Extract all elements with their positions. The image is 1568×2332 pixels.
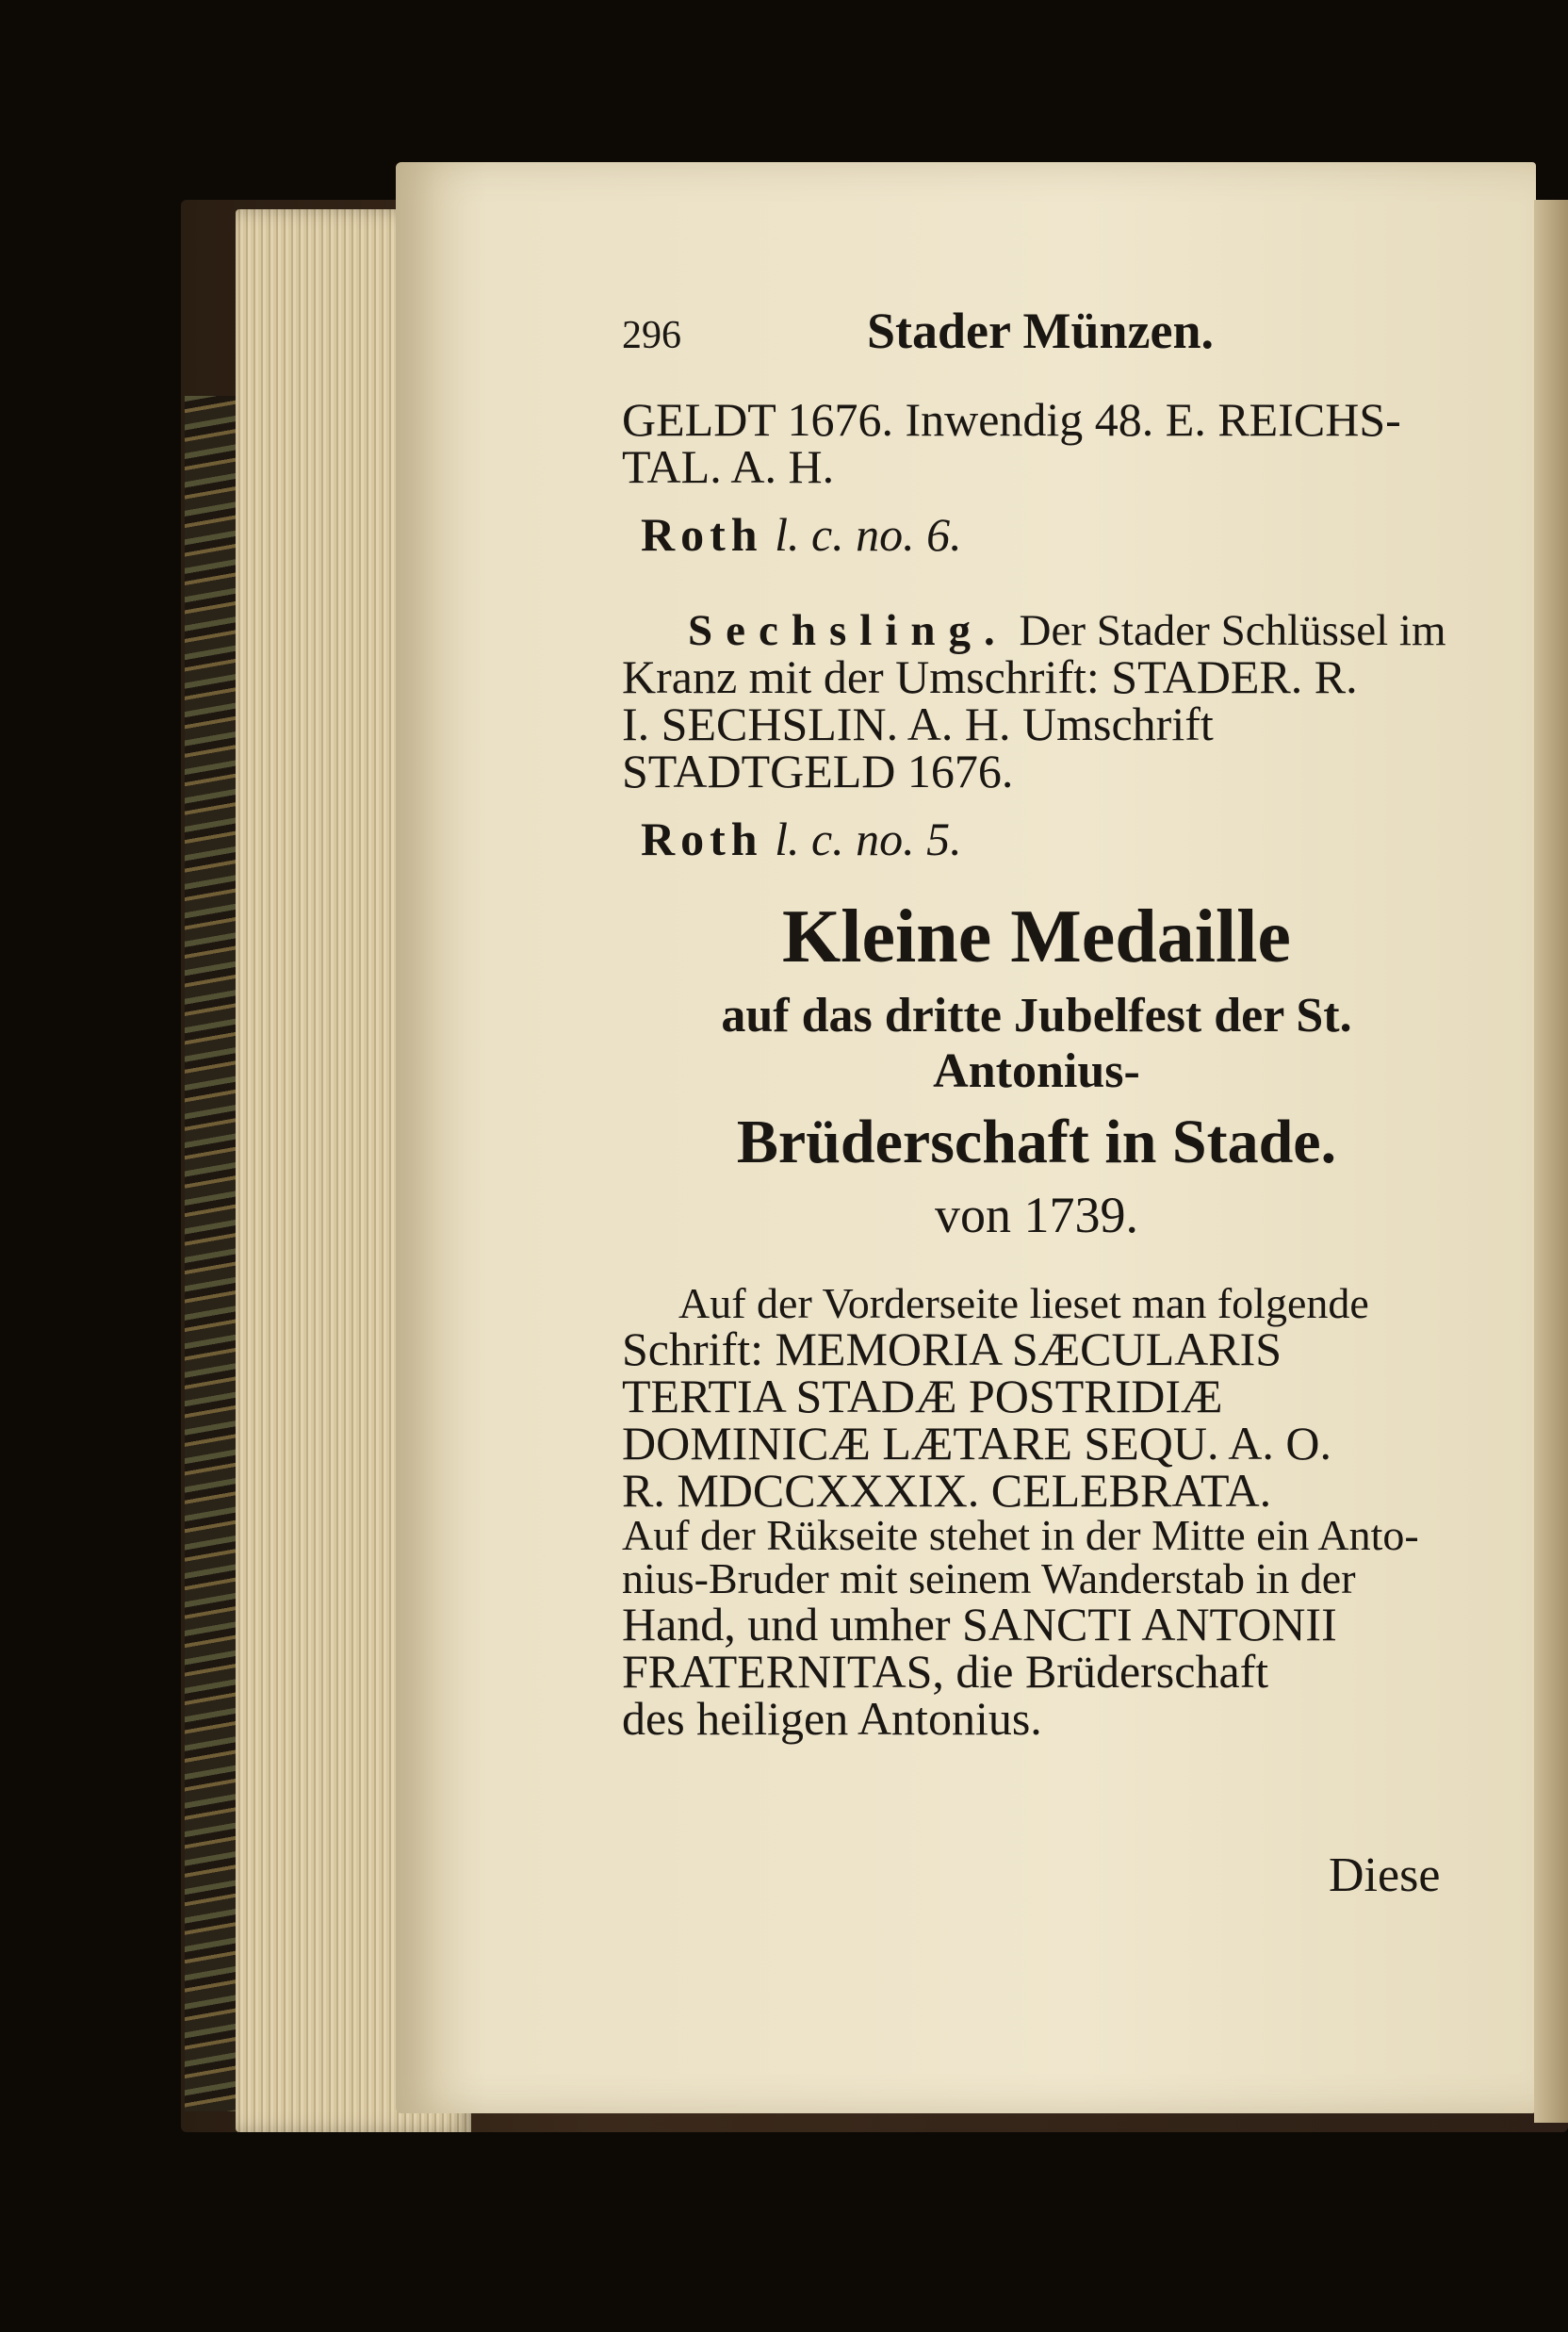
section-date: von 1739.: [935, 1187, 1138, 1243]
text-line: TAL. A. H.: [622, 440, 835, 493]
paragraph-1: [622, 393, 1451, 493]
reference-1: [641, 507, 1451, 562]
section-title: Kleine Medaille: [782, 895, 1291, 978]
text-line: DOMINICÆ LÆTARE SEQU. A. O.: [622, 1417, 1331, 1470]
section-subtitle-2: Brüderschaft in Stade.: [736, 1108, 1337, 1176]
section-subtitle: auf das dritte Jubelfest der St. Antonius-: [721, 989, 1352, 1098]
text-line: TERTIA STADÆ POSTRIDIÆ: [622, 1370, 1223, 1422]
term-sechsling: Sechsling.: [688, 606, 1008, 655]
paragraph-2: [622, 606, 1451, 797]
ref-rest: l. c. no. 6.: [762, 508, 962, 561]
text-line: nius-Bruder mit seinem Wanderstab in der: [622, 1554, 1356, 1602]
text-line: FRATERNITAS, die Brüderschaft: [622, 1645, 1269, 1698]
text-line: I. SECHSLIN. A. H. Umschrift: [622, 698, 1214, 750]
ref-rest: l. c. no. 5.: [762, 813, 962, 865]
text-line: GELDT 1676. Inwendig 48. E. REICHS-: [622, 393, 1401, 446]
next-page-edge: [1534, 200, 1568, 2123]
text-line: Kranz mit der Umschrift: STADER. R.: [622, 650, 1358, 703]
text-line-rest: Der Stader Schlüssel im: [1019, 606, 1446, 655]
text-line: STADTGELD 1676.: [622, 745, 1014, 797]
text-line: Schrift: MEMORIA SÆCULARIS: [622, 1322, 1282, 1375]
text-line: Auf der Vorderseite lieset man folgende: [678, 1279, 1369, 1327]
paragraph-3: [622, 1279, 1451, 1745]
catchword: Diese: [1329, 1848, 1441, 1902]
running-head: Stader Münzen.: [867, 303, 1215, 359]
text-line: R. MDCCXXXIX. CELEBRATA.: [622, 1464, 1272, 1517]
ref-name: Roth: [641, 508, 763, 561]
text-line: [622, 606, 1451, 655]
text-line: des heiligen Antonius.: [622, 1692, 1042, 1745]
ref-name: Roth: [641, 813, 763, 865]
page-number: 296: [622, 314, 681, 357]
page-header: [622, 302, 1451, 386]
text-line: Hand, und umher SANCTI ANTONII: [622, 1598, 1337, 1650]
text-line: Auf der Rükseite stehet in der Mitte ein Anto-: [622, 1511, 1419, 1559]
page-text: [622, 302, 1451, 1745]
reference-2: [641, 812, 1451, 866]
